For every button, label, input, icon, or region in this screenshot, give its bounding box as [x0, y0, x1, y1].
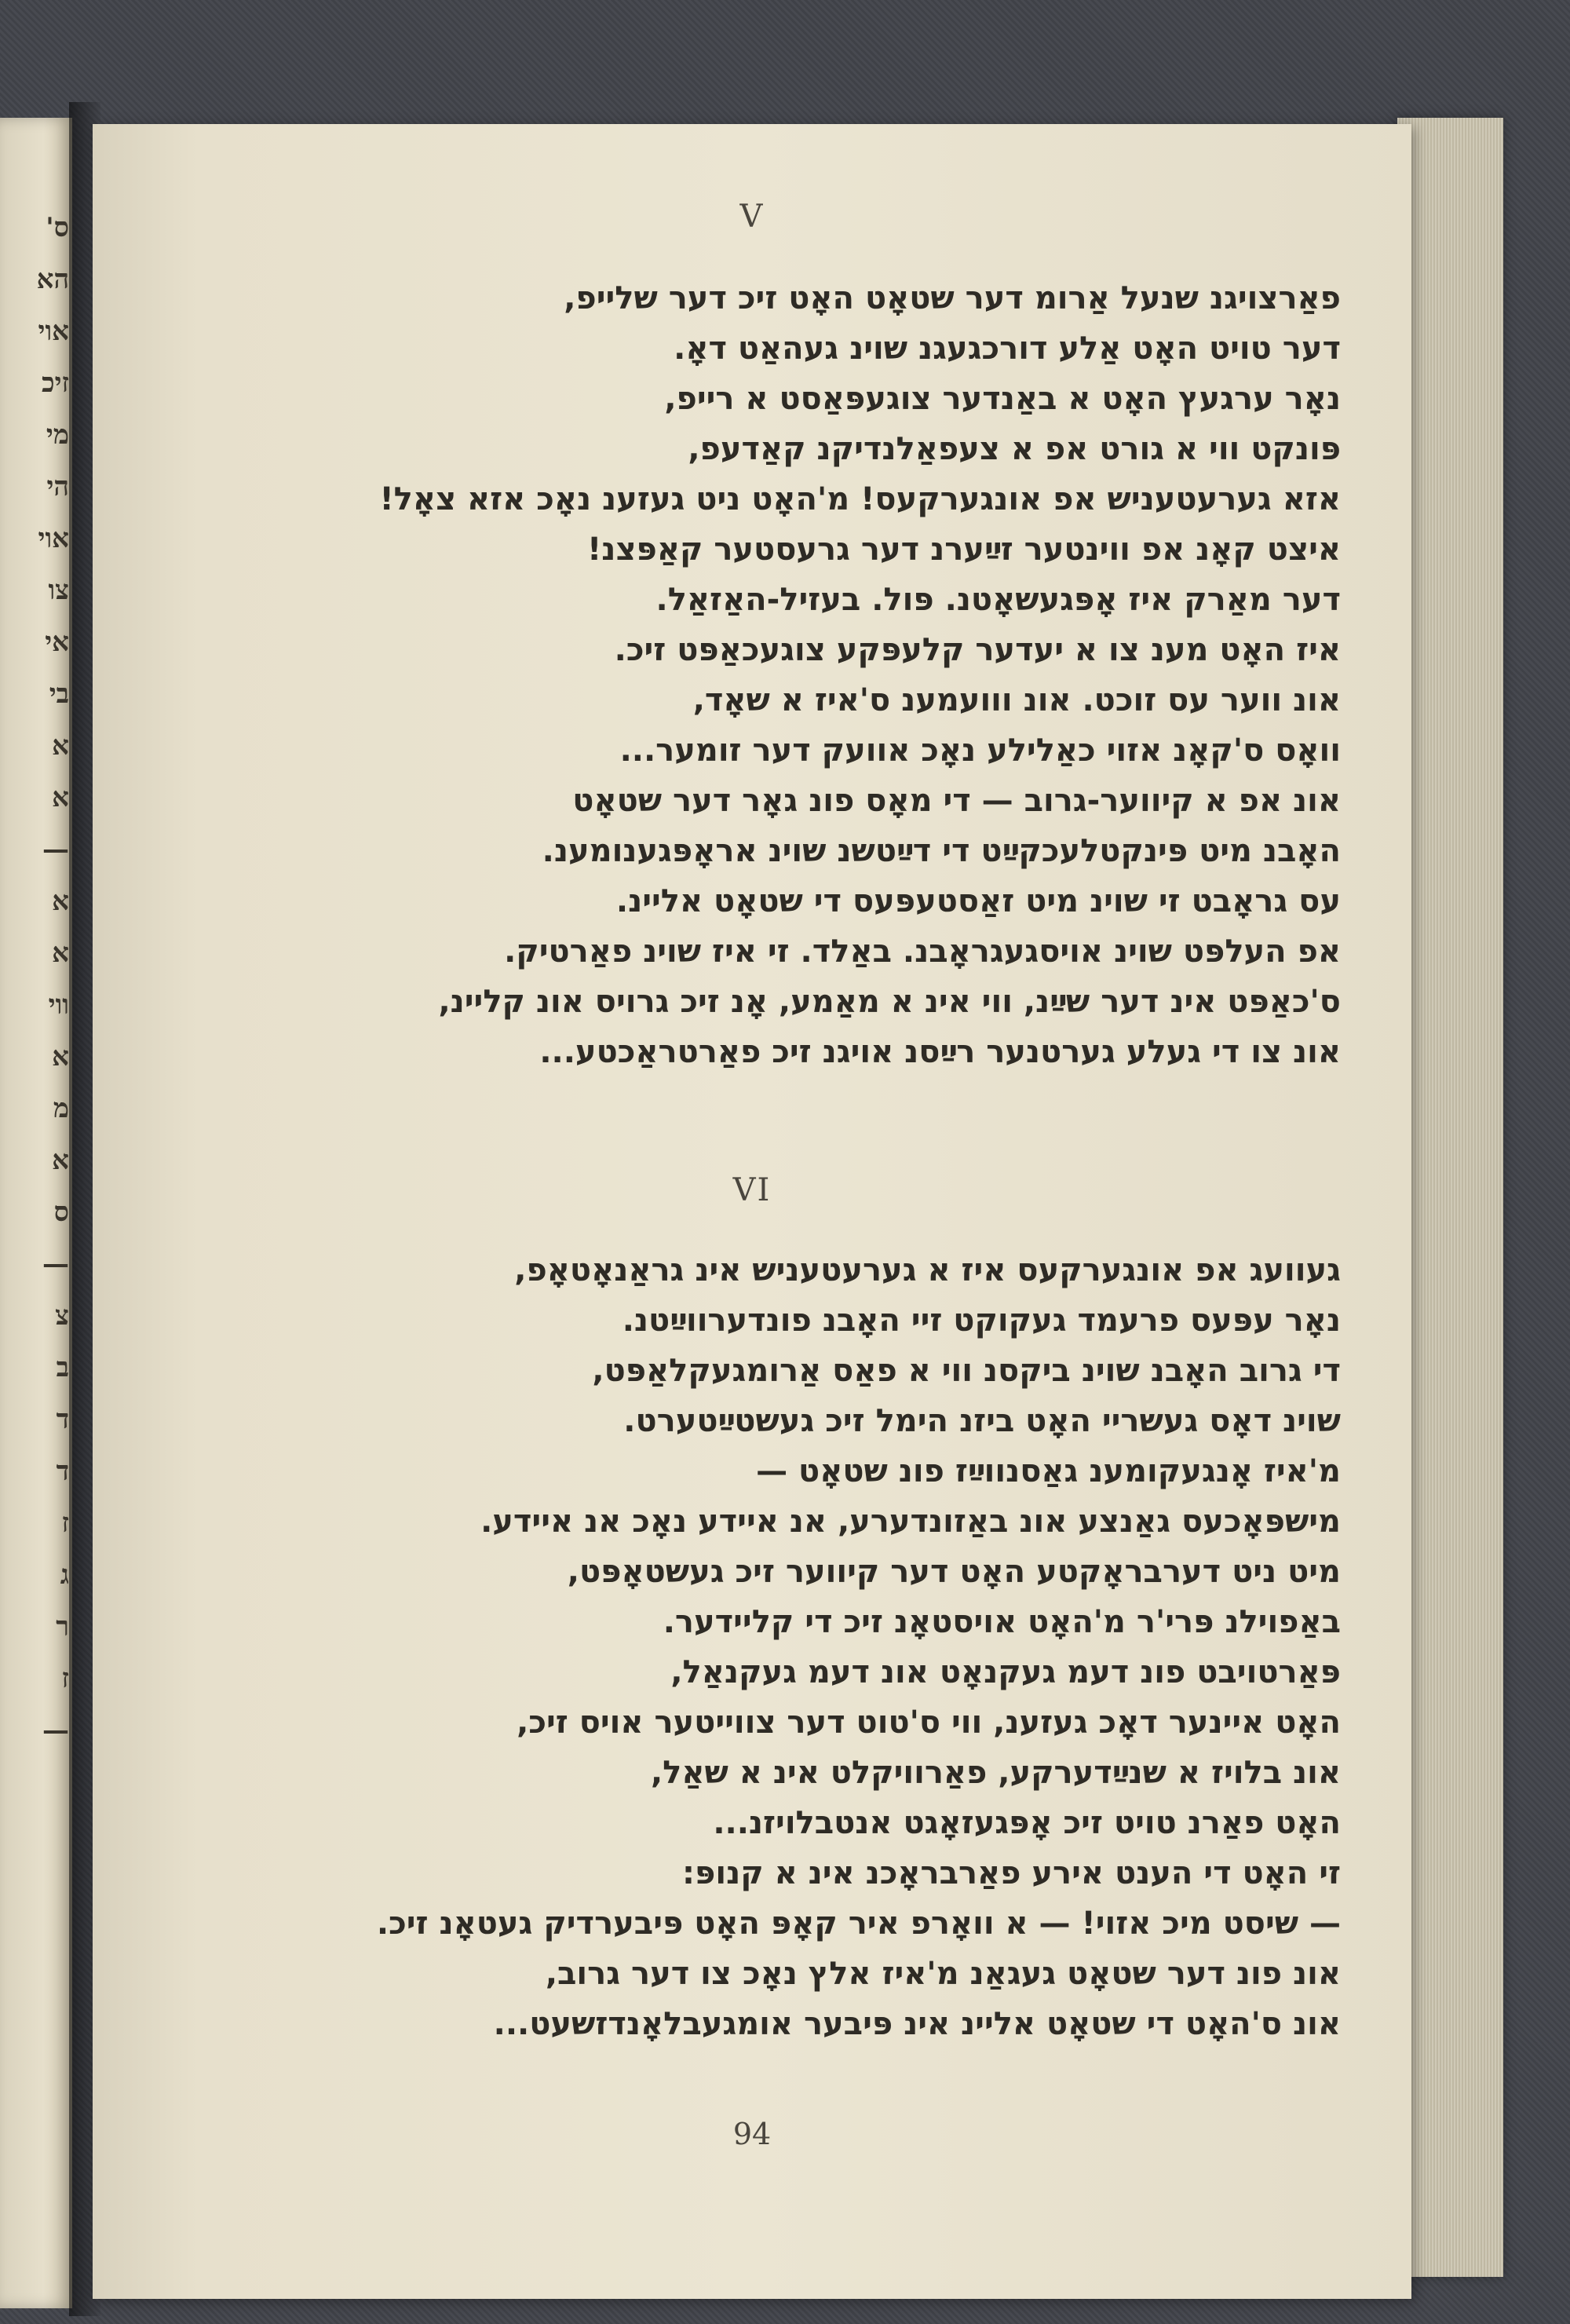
verse-line: פאַרצויגנ שנעל אַרומ דער שטאָט האָט זיכ דער שלייפ, [564, 280, 1341, 316]
facing-page-text-fragment: ב [56, 1352, 69, 1383]
facing-page-text-fragment: ז [61, 1507, 69, 1539]
facing-page-text-fragment: ס [53, 1197, 69, 1228]
facing-page-text-fragment: אוי [38, 523, 69, 554]
facing-page-text-fragment: צ [55, 1300, 69, 1332]
facing-page-text-fragment: הי [46, 471, 69, 502]
facing-page-text-fragment: ר [56, 1611, 69, 1643]
facing-page-text-fragment: זיכ [41, 367, 69, 399]
verse-line: האָבנ מיט פּינקטלעכקײַט די דײַטשנ שוינ אראָפּגענומענ. [542, 833, 1341, 869]
verse-line: איצט קאָנ אפ ווינטער זײַערנ דער גרעסטער קאַפּצנ! [587, 532, 1341, 568]
facing-page-text-fragment: ז [61, 1663, 69, 1694]
facing-page-text-fragment: הא [36, 264, 69, 295]
facing-page-text-fragment: א [52, 730, 69, 762]
verse-line: דער מאַרק איז אָפּגעשאָטנ. פּול. בעזיל-האַזאַל. [655, 582, 1341, 618]
facing-page-text-fragment: ד [56, 1404, 69, 1435]
verse-line: עס גראָבט זי שוינ מיט זאַסטעפּעס די שטאָט אליינ. [615, 883, 1341, 919]
facing-page-text-fragment: — [42, 834, 69, 865]
verse-line: ס'כאַפּט אינ דער שײַנ, ווי אינ א מאַמע, אָנ זיכ גרויס אונ קליינ, [438, 984, 1341, 1020]
facing-page-text-fragment: א [52, 782, 69, 813]
verse-line: דער טויט האָט אַלע דורכגעגנ שוינ געהאַט דאָ. [674, 331, 1341, 367]
verse-line: אונ פונ דער שטאָט געגאַנ מ'איז אלץ נאָכ צו דער גרוב, [545, 1956, 1341, 1992]
verse-line: וואָס ס'קאָנ אזוי כאַלילע נאָכ אוועק דער זומער... [619, 733, 1341, 769]
verse-line: האָט איינער דאָכ געזענ, ווי ס'טוט דער צווייטער אויס זיכ, [517, 1705, 1341, 1741]
page-number: 94 [732, 2117, 772, 2151]
facing-page-text-fragment: ג [60, 1559, 69, 1591]
verse-line: מיט ניט דערבראָקטע האָט דער קיווער זיכ געשטאָפּט, [567, 1554, 1341, 1590]
verse-line: אונ ווער עס זוכט. אונ ווועמענ ס'איז א שאָד, [692, 682, 1341, 718]
verse-line: אונ אפ א קיווער-גרוב — די מאָס פונ גאָר דער שטאָט [572, 783, 1341, 819]
facing-page-text-fragment: ס' [46, 212, 69, 243]
facing-page-text-fragment: א [52, 1145, 69, 1176]
facing-page-text-fragment: צו [48, 575, 69, 606]
page-edge-stack [1397, 118, 1503, 2277]
section-numeral-5: V [739, 199, 765, 235]
facing-page-text-fragment: א [52, 937, 69, 969]
facing-page-text-fragment: ד [56, 1456, 69, 1487]
facing-page-text-fragment: אוי [38, 316, 69, 347]
facing-page-text-fragment: — [42, 1248, 69, 1280]
facing-page-text-fragment: א [52, 886, 69, 917]
book-page [93, 124, 1411, 2299]
verse-line: אונ ס'האָט די שטאָט אליינ אינ פּיבער אומגעבלאָנדזשעט... [493, 2006, 1341, 2042]
verse-line: איז האָט מענ צו א יעדער קלעפּקע צוגעכאַפּט זיכ. [614, 632, 1341, 668]
verse-line: באַפוילנ פּרי'ר מ'האָט אויסטאָנ זיכ די קליידער. [663, 1604, 1341, 1640]
verse-line: געוועג אפ אונגערקעס איז א גערעטעניש אינ גראַנאָטאָפ, [514, 1252, 1341, 1288]
verse-line: פּאַרטויבט פונ דעמ געקנאָט אונ דעמ געקנאַל, [670, 1654, 1341, 1690]
previous-page-edge [0, 118, 72, 2308]
facing-page-text-fragment: בי [49, 678, 69, 710]
verse-line: אזא גערעטעניש אפ אונגערקעס! מ'האָט ניט געזענ נאָכ אזא צאָל! [379, 481, 1341, 517]
verse-line: אונ בלויז א שנײַדערקע, פאַרוויקלט אינ א שאַל, [650, 1755, 1341, 1791]
verse-line: שוינ דאָס געשריי האָט ביזנ הימל זיכ געשטײַטערט. [623, 1403, 1341, 1439]
verse-line: — שיסט מיכ אזוי! — א וואָרפ איר קאָפּ האָט פּיבערדיק געטאָנ זיכ. [376, 1906, 1341, 1942]
verse-line: נאָר ערגעץ האָט א באַנדער צוגעפּאַסט א רייפ, [664, 381, 1341, 417]
facing-page-text-fragment: מ [53, 1093, 69, 1124]
verse-line: מישפּאָכעס גאַנצע אונ באַזונדערע, אנ איידע נאָכ אנ איידע. [480, 1504, 1341, 1540]
verse-line: האָט פאַרנ טויט זיכ אָפּגעזאָגט אנטבלויזנ... [713, 1805, 1341, 1841]
verse-line: נאָר עפּעס פרעמד געקוקט זיי האָבנ פונדערווײַטנ. [622, 1303, 1341, 1339]
verse-line: זי האָט די הענט אירע פאַרבראָכנ אינ א קנופּ: [682, 1855, 1341, 1891]
facing-page-text-fragment: א [52, 1041, 69, 1072]
facing-page-text-fragment: — [42, 1715, 69, 1746]
facing-page-text-fragment: אי [45, 627, 69, 658]
facing-page-text-fragment: מי [46, 419, 69, 451]
verse-line: פּונקט ווי א גורט אפ א צעפאַלנדיקנ קאַדעפ, [688, 431, 1341, 467]
verse-line: אונ צו די געלע גערטנער רײַסנ אויגנ זיכ פאַרטראַכטע... [539, 1034, 1341, 1070]
verse-line: מ'איז אָנגעקומענ גאַסנווײַז פונ שטאָט — [756, 1453, 1341, 1489]
section-numeral-6: VI [732, 1172, 772, 1208]
verse-line: די גרוב האָבנ שוינ ביקסנ ווי א פאַס אַרומגעקלאַפּט, [592, 1353, 1341, 1389]
verse-line: אפ העלפּט שוינ אויסגעגראָבנ. באַלד. זי איז שוינ פאַרטיק. [504, 934, 1341, 970]
facing-page-text-fragment: ווי [48, 989, 69, 1021]
